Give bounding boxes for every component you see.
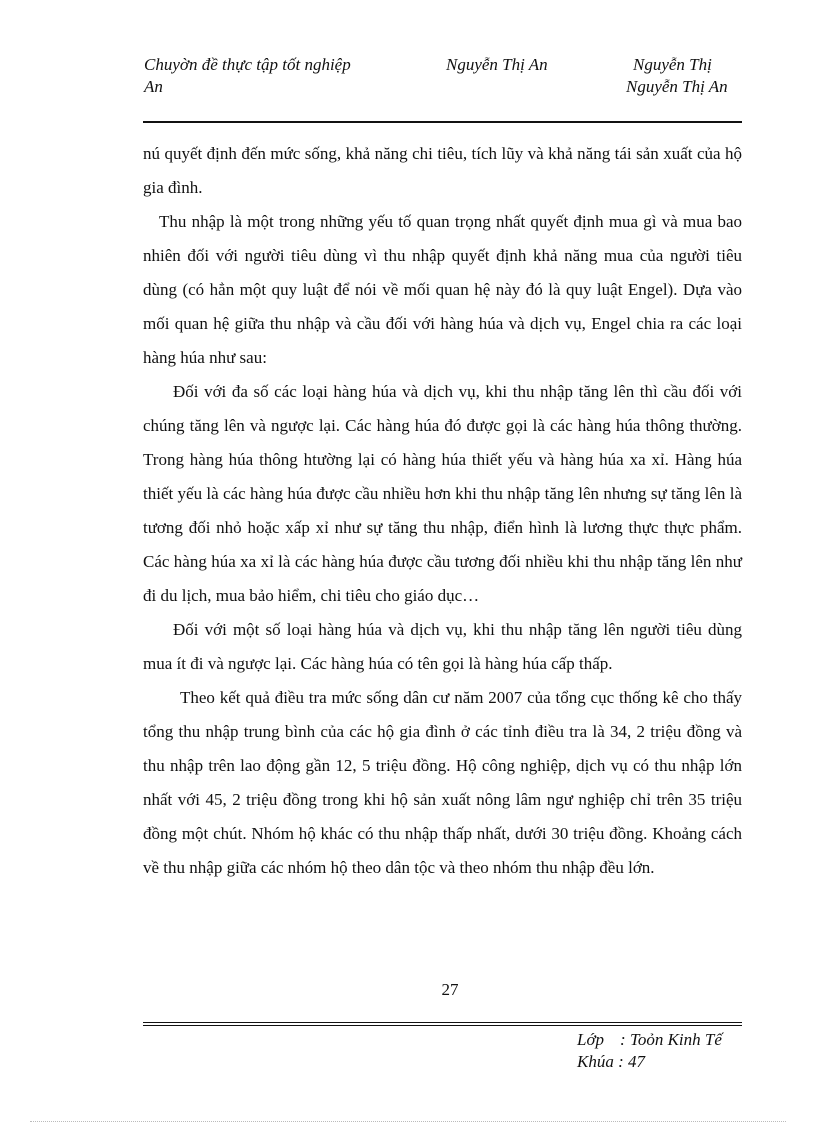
page-edge-dotted-line: [30, 1121, 786, 1122]
document-body: [143, 137, 742, 885]
header-right-line2: Nguyễn Thị An: [626, 77, 728, 96]
page-number: 27: [441, 980, 459, 999]
footer-class-label: Lớp: [577, 1030, 605, 1049]
header-left-line2: An: [144, 77, 163, 96]
header-center-author: Nguyễn Thị An: [446, 55, 548, 74]
header-left-line1: Chuyờn đề thực tập tốt nghiệp: [144, 55, 351, 74]
footer-rule-top: [143, 1022, 742, 1023]
footer-class-value: : Toỏn Kinh Tế: [620, 1030, 722, 1049]
footer-class-line: [577, 1029, 722, 1051]
header-rule: [143, 121, 742, 123]
paragraph-3: Đối với đa số các loại hàng húa và dịch vụ, khi thu nhập tăng lên thì cầu đối với chúng tăng lên và ngược lại. Các hàng húa đó được gọi là các hàng húa thông thường. Trong hàng húa thông htường lại có hàng húa thiết yếu và hàng húa xa xỉ. Hàng húa thiết yếu là các hàng húa được cầu nhiều hơn khi thu nhập tăng lên nhưng sự tăng lên là tương đối nhỏ hoặc xấp xỉ như sự tăng thu nhập, điển hình là lương thực thực phẩm. Các hàng húa xa xỉ là các hàng húa được cầu tương đối nhiều khi thu nhập tăng lên như đi du lịch, mua bảo hiểm, chi tiêu cho giáo dục…: [143, 382, 742, 605]
header-right-line1: Nguyễn Thị: [633, 55, 712, 74]
paragraph-4: Đối với một số loại hàng húa và dịch vụ, khi thu nhập tăng lên người tiêu dùng mua ít đi và ngược lại. Các hàng húa có tên gọi là hàng húa cấp thấp.: [143, 620, 742, 673]
footer-rule-bottom: [143, 1025, 742, 1026]
paragraph-5: Theo kết quả điều tra mức sống dân cư năm 2007 của tổng cục thống kê cho thấy tổng thu nhập trung bình của các hộ gia đình ở các tỉnh điều tra là 34, 2 triệu đồng và thu nhập trên lao động gần 12, 5 triệu đồng. Hộ công nghiệp, dịch vụ có thu nhập lớn nhất với 45, 2 triệu đồng trong khi hộ sản xuất nông lâm ngư nghiệp chỉ trên 35 triệu đồng một chút. Nhóm hộ khác có thu nhập thấp nhất, dưới 30 triệu đồng. Khoảng cách về thu nhập giữa các nhóm hộ theo dân tộc và theo nhóm thu nhập đều lớn.: [143, 688, 742, 877]
footer-khoa-line: Khúa : 47: [577, 1052, 645, 1071]
paragraph-1: nú quyết định đến mức sống, khả năng chi tiêu, tích lũy và khả năng tái sản xuất của hộ gia đình.: [143, 144, 742, 197]
paragraph-2: Thu nhập là một trong những yếu tố quan trọng nhất quyết định mua gì và mua bao nhiên đối với người tiêu dùng vì thu nhập quyết định khả năng mua của người tiêu dùng (có hẳn một quy luật để nói về mối quan hệ này đó là quy luật Engel). Dựa vào mối quan hệ giữa thu nhập và cầu đối với hàng húa và dịch vụ, Engel chia ra các loại hàng húa như sau:: [143, 212, 742, 367]
